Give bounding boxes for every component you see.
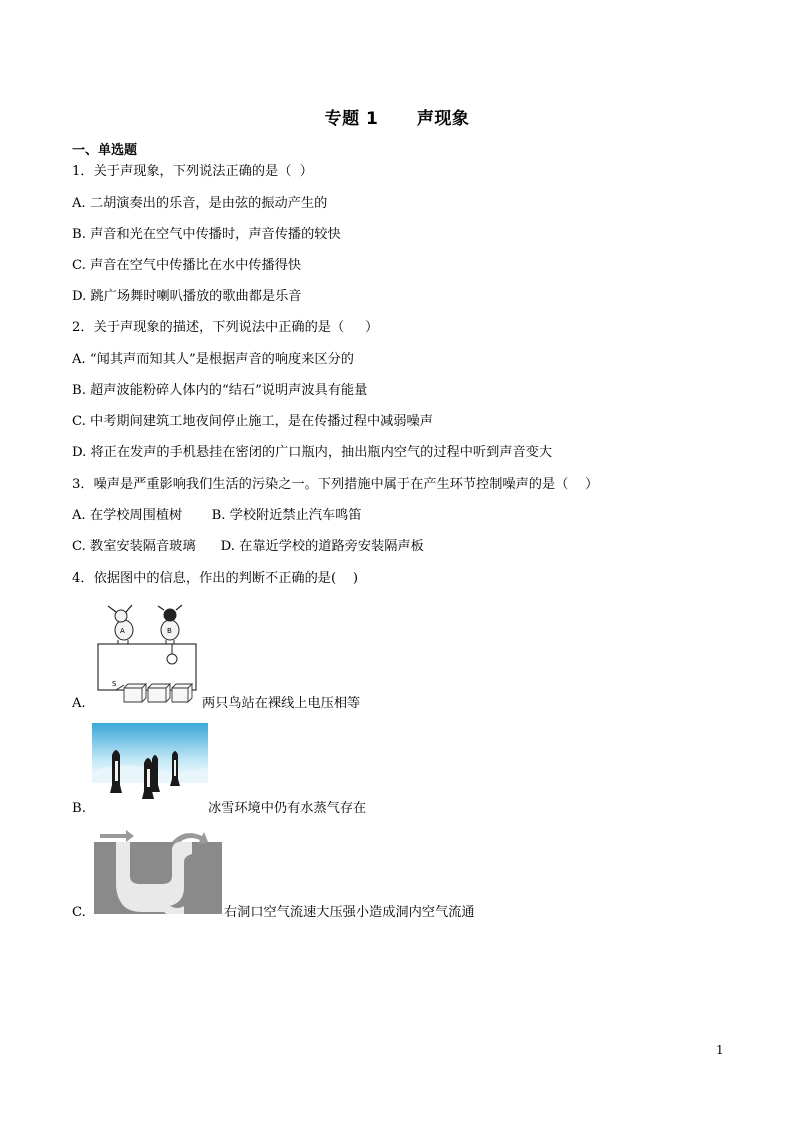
question-3-stem: 3．噪声是严重影响我们生活的污染之一。下列措施中属于在产生环节控制噪声的是（ ）: [72, 477, 599, 492]
question-3-options-cd: C. 教室安装隔音玻璃 D. 在靠近学校的道路旁安装隔声板: [72, 539, 424, 554]
birds-on-wire-figure: [94, 600, 200, 708]
question-2-option-c: C. 中考期间建筑工地夜间停止施工，是在传播过程中减弱噪声: [72, 414, 433, 429]
question-4-stem: 4．依据图中的信息，作出的判断不正确的是( ): [72, 571, 359, 586]
question-1-stem: 1．关于声现象，下列说法正确的是（ ）: [72, 164, 313, 179]
question-2-option-d: D. 将正在发声的手机悬挂在密闭的广口瓶内，抽出瓶内空气的过程中听到声音变大: [72, 445, 553, 460]
bird-b-label: B: [167, 627, 172, 635]
question-4-option-a-letter: A.: [72, 696, 86, 711]
question-4-option-c-letter: C.: [72, 905, 86, 920]
question-1-option-a: A. 二胡演奏出的乐音，是由弦的振动产生的: [72, 196, 328, 211]
question-1-option-d: D. 跳广场舞时喇叭播放的歌曲都是乐音: [72, 289, 302, 304]
bird-b-icon: [158, 605, 182, 644]
light-bulb-icon: [167, 644, 177, 664]
bird-a-label: A: [120, 627, 125, 635]
question-4-option-a-text: 两只鸟站在裸线上电压相等: [202, 696, 361, 711]
question-3-options-ab: A. 在学校周围植树 B. 学校附近禁止汽车鸣笛: [72, 508, 362, 523]
burrow-airflow-figure: [94, 828, 222, 914]
bird-a-icon: [108, 605, 133, 644]
penguins-icy-figure: [92, 723, 208, 809]
question-2-option-b: B. 超声波能粉碎人体内的“结石”说明声波具有能量: [72, 383, 368, 398]
question-1-option-b: B. 声音和光在空气中传播时，声音传播的较快: [72, 227, 341, 242]
question-4-option-b-text: 冰雪环境中仍有水蒸气存在: [208, 801, 367, 816]
section-heading: 一、单选题: [72, 143, 138, 158]
question-2-option-a: A. “闻其声而知其人”是根据声音的响度来区分的: [72, 352, 354, 367]
page-number: 1: [716, 1043, 724, 1057]
question-2-stem: 2．关于声现象的描述，下列说法中正确的是（ ）: [72, 320, 379, 335]
battery-icon: [124, 684, 192, 702]
page-title: 专题 1 声现象: [324, 109, 470, 129]
question-4-option-b-letter: B.: [72, 801, 86, 816]
question-1-option-c: C. 声音在空气中传播比在水中传播得快: [72, 258, 302, 273]
question-4-option-c-text: 右洞口空气流速大压强小造成洞内空气流通: [224, 905, 475, 920]
switch-label: S: [112, 680, 117, 688]
